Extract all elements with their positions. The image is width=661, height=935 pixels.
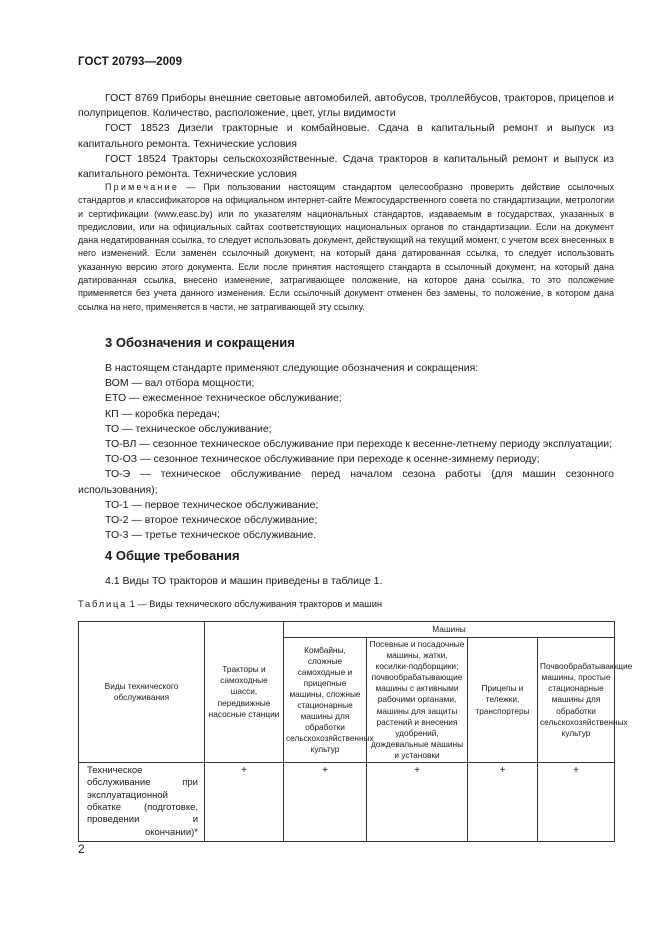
reference-gost-18523: ГОСТ 18523 Дизели тракторные и комбайновые. Сдача в капитальный ремонт и выпуск из капитального ремонта. Технические условия [78, 122, 614, 150]
cell-mark: + [205, 763, 284, 842]
abbrev-item: ВОМ — вал отбора мощности; [105, 377, 255, 390]
normative-references [78, 91, 614, 182]
abbrev-item: ТО-Э — техническое обслуживание перед началом сезона работы (для машин сезонного использования); [78, 468, 614, 496]
row-label-running-in: Техническое обслуживание при эксплуатационной обкатке (подготовке, проведении и окончании)* [79, 763, 205, 842]
section-4-title: 4 Общие требования [105, 548, 240, 563]
section-3-intro: В настоящем стандарте применяют следующие обозначения и сокращения: [105, 362, 479, 374]
section-3-title: 3 Обозначения и сокращения [105, 335, 295, 350]
maintenance-types-table [78, 621, 633, 842]
header-machines-group: Машины [284, 622, 615, 638]
note-text: — При пользовании настоящим стандартом целесообразно проверить действие ссылочных стандартов и классификаторов на официальном интернет-сайте Межгосударственного совета по стандартизации, метрологии и сертификации (www.easc.by) или по указателям национальных стандартов, издаваемым в государствах, указанных в предисловии, или на официальных сайтах соответствующих национальных органов по стандартизации. Если на документ дана недатированная ссылка, то следует использовать документ, действующий на текущий момент, с учетом всех внесенных в него изменений. Если заменен ссылочный документ, на который дана датированная ссылка, то следует использовать указанную версию этого документа. Если после принятия настоящего стандарта в ссылочный документ, на который дана датированная ссылка, внесено изменение, затрагивающее положение, на которое дана ссылка, то это положение применяется без учета данного изменения. Если ссылочный документ отменен без замены, то положение, в котором дана ссылка на него, применяется в части, не затрагивающей эту ссылку. [78, 182, 614, 312]
abbrev-item: ЕТО — ежесменное техническое обслуживание; [105, 392, 342, 405]
header-tillage-machines: Почвообрабатывающие машины, простые стационарные машины для обработки сельскохозяйственных культур [538, 638, 615, 763]
header-maintenance-type: Виды технического обслуживания [79, 622, 205, 763]
cell-mark: + [284, 763, 367, 842]
header-sowing-machines: Посевные и посадочные машины, жатки, косилки-подборщики; почвообрабатывающие машины с активными рабочими органами, машины для защиты растений и внесения удобрений, дождевальные машины и установки [367, 638, 468, 763]
standard-code-header: ГОСТ 20793—2009 [78, 56, 183, 68]
cell-mark: + [538, 763, 615, 842]
table-caption-label: Таблица [78, 599, 128, 609]
reference-gost-18524: ГОСТ 18524 Тракторы сельскохозяйственные. Сдача тракторов в капитальный ремонт и выпуск из капитального ремонта. Технические условия [78, 152, 614, 181]
note-label: Примечание [105, 182, 180, 192]
cell-mark: + [468, 763, 538, 842]
abbrev-item: ТО-ВЛ — сезонное техническое обслуживание при переходе к весенне-летнему периоду эксплуатации; [105, 438, 612, 451]
header-combines: Комбайны, сложные самоходные и прицепные машины, сложные стационарные машины для обработки сельскохозяйственных культур [284, 638, 367, 763]
table-caption-text: 1 — Виды технического обслуживания тракторов и машин [127, 599, 383, 609]
header-trailers: Прицепы и тележки, транспортеры [468, 638, 538, 763]
section-4-body [78, 574, 614, 589]
abbrev-item: ТО-3 — третье техническое обслуживание. [105, 529, 317, 542]
cell-mark: + [367, 763, 468, 842]
page-number: 2 [78, 842, 85, 856]
table-1-caption [78, 599, 382, 609]
reference-gost-8769: ГОСТ 8769 Приборы внешние световые автомобилей, автобусов, троллейбусов, тракторов, прицепов и полуприцепов. Количество, расположение, цвет, углы видимости [78, 92, 614, 120]
abbrev-item: ТО — техническое обслуживание; [105, 422, 272, 435]
note-block [78, 181, 614, 314]
note-paragraph [78, 181, 614, 314]
abbrev-item: ТО-1 — первое техническое обслуживание; [105, 498, 319, 511]
clause-4-1: 4.1 Виды ТО тракторов и машин приведены в таблице 1. [105, 575, 383, 587]
abbrev-item: КП — коробка передач; [105, 407, 220, 420]
section-3-body [78, 361, 614, 543]
header-tractors: Тракторы и самоходные шасси, передвижные насосные станции [205, 622, 284, 763]
abbrev-item: ТО-ОЗ — сезонное техническое обслуживание при переходе к осенне-зимнему периоду; [105, 453, 540, 466]
abbrev-item: ТО-2 — второе техническое обслуживание; [105, 514, 318, 527]
